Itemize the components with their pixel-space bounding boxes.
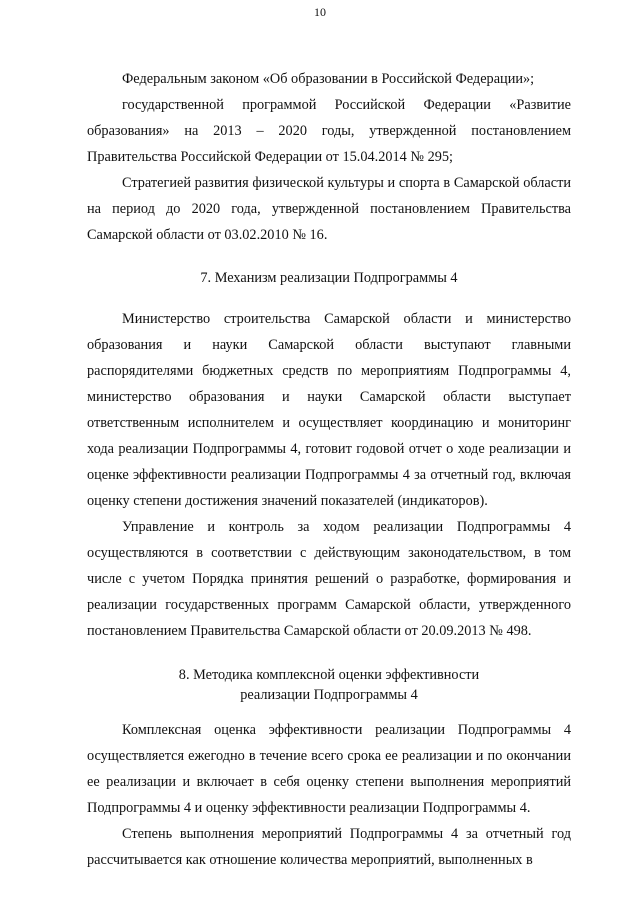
paragraph-state-program: государственной программой Российской Федерации «Развитие образования» на 2013 – 2020 годы, утвержденной постановлением Правительства Российской Федерации от 15.04.2014 № 295;: [87, 97, 571, 165]
paragraph-strategy: Стратегией развития физической культуры и спорта в Самарской области на период до 2020 года, утвержденной постановлением Правительства Самарской области от 03.02.2010 № 16.: [87, 175, 571, 243]
document-body: [87, 66, 571, 873]
section-8-heading-line-2: реализации Подпрограммы 4: [240, 687, 418, 703]
page-number: 10: [314, 5, 326, 19]
section-8-heading: [87, 665, 571, 705]
paragraph-federal-law: Федеральным законом «Об образовании в Российской Федерации»;: [122, 71, 535, 87]
section-7-paragraph-1: Министерство строительства Самарской области и министерство образования и науки Самарской области выступают главными распорядителями бюджетных средств по мероприятиям Подпрограммы 4, министерство образования и науки Самарской области выступает ответственным исполнителем и осуществляет координацию и мониторинг хода реализации Подпрограммы 4, готовит годовой отчет о ходе реализации и оценке эффективности реализации Подпрограммы 4 за отчетный год, включая оценку степени достижения значений показателей (индикаторов).: [87, 311, 571, 509]
section-7-heading: 7. Механизм реализации Подпрограммы 4: [200, 270, 458, 286]
section-8-paragraph-2: Степень выполнения мероприятий Подпрограммы 4 за отчетный год рассчитывается как отношение количества мероприятий, выполненных в: [87, 826, 571, 868]
section-8-heading-line-1: 8. Методика комплексной оценки эффективности: [178, 667, 480, 683]
section-8-paragraph-1: Комплексная оценка эффективности реализации Подпрограммы 4 осуществляется ежегодно в течение всего срока ее реализации и по окончании ее реализации и включает в себя оценку степени выполнения мероприятий Подпрограммы 4 и оценку эффективности реализации Подпрограммы 4.: [87, 722, 571, 816]
section-7-paragraph-2: Управление и контроль за ходом реализации Подпрограммы 4 осуществляются в соответствии с действующим законодательством, в том числе с учетом Порядка принятия решений о разработке, формирования и реализации государственных программ Самарской области, утвержденного постановлением Правительства Самарской области от 20.09.2013 № 498.: [87, 519, 571, 639]
